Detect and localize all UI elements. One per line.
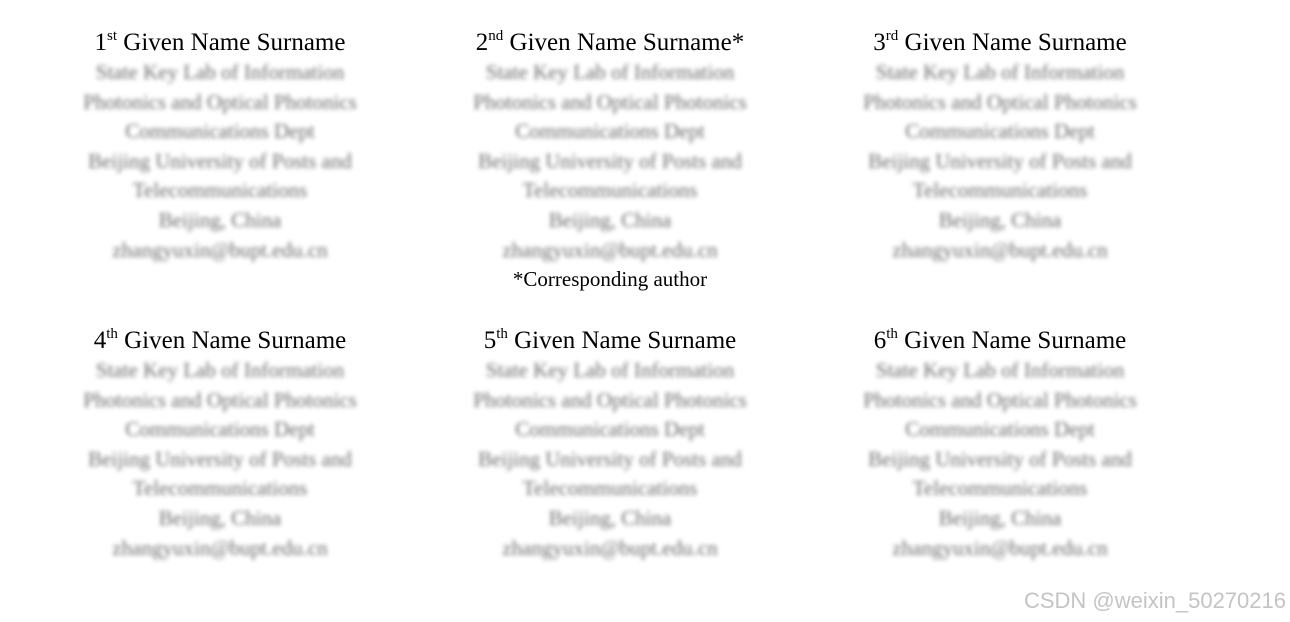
affiliation-line: Beijing University of Posts and [868,446,1132,471]
affiliation-line: State Key Lab of Information [95,60,345,84]
affiliation-line: Telecommunications [132,476,308,501]
author-name-6 [820,326,1180,356]
author-name-text: Given Name Surname [904,327,1127,354]
affiliation-line: Communications Dept [905,417,1095,442]
author-name-text: Given Name Surname [124,327,347,354]
affiliation-line: Communications Dept [905,119,1095,144]
affiliation-line: Photonics and Optical Photonics [83,89,357,114]
affiliation-city: Beijing, China [938,505,1062,530]
corresponding-author-note: *Corresponding author [512,267,708,292]
author-email: zhangyuxin@bupt.edu.cn [502,535,718,560]
author-email: zhangyuxin@bupt.edu.cn [112,237,328,262]
author-name-text: Given Name Surname [514,327,737,354]
author-name-1 [40,28,400,58]
affiliation-line: Beijing University of Posts and [868,148,1132,173]
author-name-4 [40,326,400,356]
affiliation-line: Communications Dept [515,119,705,144]
author-block-3 [820,28,1180,265]
author-email: zhangyuxin@bupt.edu.cn [892,535,1108,560]
affiliation-line: Communications Dept [125,119,315,144]
affiliation-line: Communications Dept [515,417,705,442]
author-ordinal: 6 [873,327,887,354]
author-email: zhangyuxin@bupt.edu.cn [892,237,1108,262]
author-ordinal: 4 [93,327,107,354]
author-block-5 [430,326,790,563]
affiliation-line: Telecommunications [912,476,1088,501]
affiliation-line: State Key Lab of Information [485,60,735,84]
csdn-watermark: CSDN @weixin_50270216 [1023,588,1286,613]
affiliation-line: Photonics and Optical Photonics [863,387,1137,412]
affiliation-line: Beijing University of Posts and [88,148,352,173]
affiliation-line: Photonics and Optical Photonics [863,89,1137,114]
affiliation-line: Photonics and Optical Photonics [83,387,357,412]
author-ordinal-suffix: th [496,326,508,342]
author-name-text: Given Name Surname [904,29,1127,56]
author-ordinal: 3 [873,29,886,56]
author-block-6 [820,326,1180,563]
author-email: zhangyuxin@bupt.edu.cn [502,237,718,262]
affiliation-line: Communications Dept [125,417,315,442]
author-name-5 [430,326,790,356]
author-block-4 [40,326,400,563]
affiliation-line: Telecommunications [132,178,308,203]
author-ordinal-suffix: st [107,28,118,44]
affiliation-line: Telecommunications [912,178,1088,203]
author-email: zhangyuxin@bupt.edu.cn [112,535,328,560]
author-block-1 [40,28,400,265]
author-ordinal-suffix: th [106,326,118,342]
affiliation-line: Telecommunications [522,476,698,501]
affiliation-city: Beijing, China [548,207,672,232]
author-ordinal: 1 [94,29,108,56]
author-name-2 [430,28,790,58]
author-ordinal: 5 [483,327,497,354]
author-ordinal: 2 [475,29,489,56]
affiliation-line: Beijing University of Posts and [478,148,742,173]
affiliation-line: Telecommunications [522,178,698,203]
author-block-2 [430,28,790,293]
affiliation-city: Beijing, China [938,207,1062,232]
affiliation-line: Photonics and Optical Photonics [473,89,747,114]
affiliation-line: Beijing University of Posts and [478,446,742,471]
author-ordinal-suffix: nd [488,28,504,44]
affiliation-line: State Key Lab of Information [875,60,1125,84]
affiliation-line: State Key Lab of Information [875,358,1125,382]
affiliation-city: Beijing, China [158,505,282,530]
affiliation-line: Beijing University of Posts and [88,446,352,471]
author-ordinal-suffix: rd [885,28,899,44]
affiliation-line: State Key Lab of Information [95,358,345,382]
author-name-text: Given Name Surname [123,29,346,56]
author-ordinal-suffix: th [886,326,898,342]
affiliation-line: Photonics and Optical Photonics [473,387,747,412]
author-name-text: Given Name Surname* [509,29,745,56]
affiliation-city: Beijing, China [548,505,672,530]
affiliation-line: State Key Lab of Information [485,358,735,382]
author-name-3 [820,28,1180,58]
affiliation-city: Beijing, China [158,207,282,232]
